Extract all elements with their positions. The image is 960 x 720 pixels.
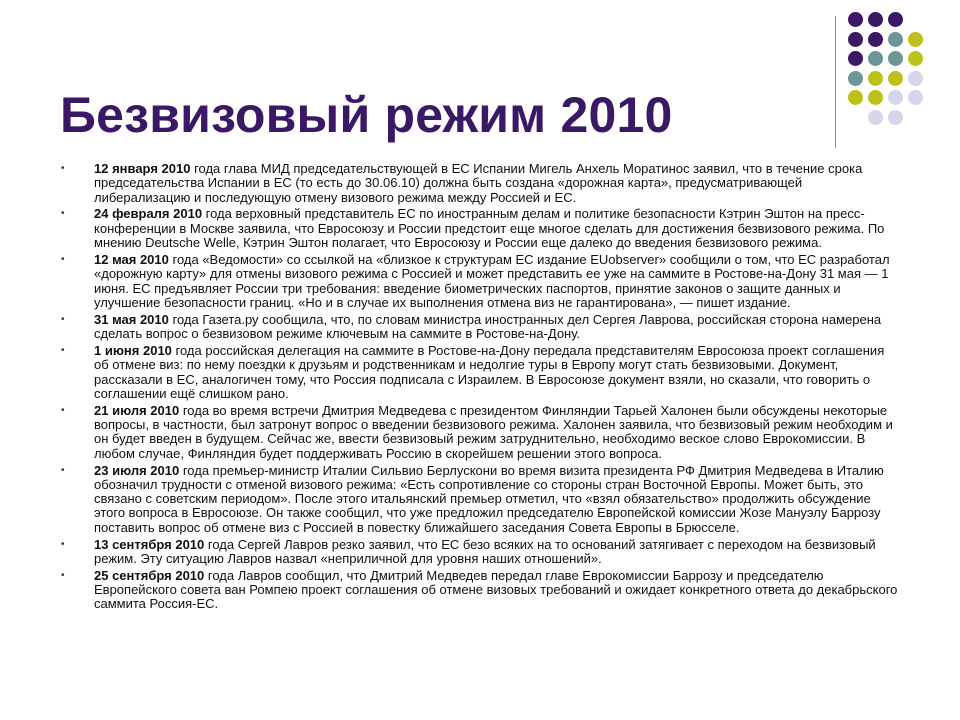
decorative-dot: [848, 71, 863, 86]
decorative-dot: [888, 71, 903, 86]
bullet-icon: •: [61, 464, 65, 476]
timeline-item: [60, 313, 902, 342]
bullet-icon: •: [61, 253, 65, 265]
bullet-icon: •: [61, 404, 65, 416]
bullet-icon: •: [61, 313, 65, 325]
decorative-dot: [848, 12, 863, 27]
item-date: 21 июля 2010: [94, 402, 180, 418]
timeline-item: [60, 464, 902, 535]
timeline-item: [60, 162, 902, 205]
item-date: 23 июля 2010: [94, 462, 180, 478]
decorative-dot: [888, 32, 903, 47]
decorative-dot: [908, 51, 923, 66]
decorative-dot: [888, 51, 903, 66]
item-text: года премьер-министр Италии Сильвио Берлускони во время визита президента РФ Дмитрия Медведева в Италию обозначил трудности с отменой визового режима: «Есть сопротивление со стороны стран Восточной Европы. Может быть, это связано с советским периодом». После этого итальянский премьер отметил, что «взял обязательство» продолжить обсуждение этого вопроса в Евросоюзе. Он также сообщил, что уже предложил председателю Европейской комиссии Жозе Мануэлу Баррозу поставить вопрос об отмене виз с Россией в повестку ближайшего заседания Совета Европы в Брюсселе.: [94, 462, 884, 535]
decorative-dot: [868, 110, 883, 125]
item-date: 24 февраля 2010: [94, 206, 203, 222]
decorative-dot: [888, 110, 903, 125]
item-text: года Газета.ру сообщила, что, по словам министра иностранных дел Сергея Лаврова, российская сторона намерена сделать вопрос о безвизовом режиме ключевым на саммите в Ростове-на-Дону.: [94, 311, 882, 342]
decorative-dot: [888, 12, 903, 27]
timeline-item: [60, 344, 902, 401]
decorative-dot: [888, 90, 903, 105]
timeline-item: [60, 569, 902, 612]
decorative-dot: [848, 51, 863, 66]
decorative-dot: [868, 71, 883, 86]
bullet-icon: •: [61, 344, 65, 356]
decorative-dot: [908, 90, 923, 105]
item-date: 12 мая 2010: [94, 251, 169, 267]
item-date: 13 сентября 2010: [94, 536, 205, 552]
timeline-item: [60, 253, 902, 310]
item-date: 1 июня 2010: [94, 342, 172, 358]
bullet-icon: •: [61, 163, 65, 174]
decorative-dot: [868, 51, 883, 66]
timeline-item: [60, 207, 902, 250]
item-text: года глава МИД председательствующей в ЕС Испании Мигель Анхель Моратинос заявил, что в течение срока председательства Испании в ЕС (то есть до 30.06.10) должна быть создана «дорожная карта», предусматривающей либерализацию и последующую отмену визового режима между Россией и ЕС.: [94, 161, 863, 205]
slide-title: Безвизовый режим 2010: [60, 87, 673, 143]
item-text: года верховный представитель ЕС по иностранным делам и политике безопасности Кэтрин Эштон на пресс-конференции в Москве заявила, что Евросоюзу и России предстоит еще многое сделать для достижения безвизового режима. По мнению Deutsche Welle, Кэтрин Эштон полагает, что Евросоюзу и России еще далеко до введения безвизового режима.: [94, 206, 885, 251]
decorative-divider-line: [835, 16, 836, 148]
timeline-list: [60, 162, 902, 614]
item-text: года «Ведомости» со ссылкой на «близкое к структурам ЕС издание EUobserver» сообщили о том, что ЕС разработал «дорожную карту» для отмены визового режима с Россией и может представить ее уже на саммите в Ростове-на-Дону 31 мая — 1 июня. ЕС предъявляет России три требования: введение биометрических паспортов, принятие законов о защите данных и улучшение безопасности границ. «Но и в случае их выполнения отмена виз не гарантирована», — пишет издание.: [94, 251, 890, 310]
item-text: года Сергей Лавров резко заявил, что ЕС безо всяких на то оснований затягивает с переходом на безвизовый режим. Эту ситуацию Лавров назвал «неприличной для уровня наших отношений».: [94, 536, 876, 566]
item-text: года во время встречи Дмитрия Медведева с президентом Финляндии Тарьей Халонен были обсуждены некоторые вопросы, в частности, был затронут вопрос о введении безвизового режима. Халонен заявила, что безвизовый режим необходим и он будет введен в будущем. Сейчас же, ввести безвизовый режим затруднительно, необходимо веское слово Еврокомиссии. В любом случае, Финляндия будет поддерживать Россию в скорейшем решении этого вопроса.: [94, 402, 893, 461]
decorative-dot: [848, 32, 863, 47]
decorative-dot: [868, 12, 883, 27]
item-text: года российская делегация на саммите в Ростове-на-Дону передала представителям Евросоюза проект соглашения об отмене виз: по нему поездки к друзьям и родственникам и недолгие туры в Европу могут стать безвизовыми. Документ, рассказали в ЕС, аналогичен тому, что Россия подписала с Израилем. В Евросоюзе документ взяли, но сказали, что говорить о соглашении ещё слишком рано.: [94, 342, 885, 401]
timeline-item: [60, 538, 902, 567]
item-date: 31 мая 2010: [94, 311, 169, 327]
decorative-dot: [848, 90, 863, 105]
decorative-dot: [908, 71, 923, 86]
item-date: 12 января 2010: [94, 161, 191, 176]
bullet-icon: •: [61, 208, 65, 220]
item-date: 25 сентября 2010: [94, 567, 205, 583]
decorative-dot: [908, 32, 923, 47]
timeline-item: [60, 404, 902, 461]
bullet-icon: •: [61, 569, 65, 581]
decorative-dot: [868, 32, 883, 47]
bullet-icon: •: [61, 538, 65, 550]
item-text: года Лавров сообщил, что Дмитрий Медведев передал главе Еврокомиссии Баррозу и председателю Европейского совета ван Ромпею проект соглашения об отмене визовых требований и ожидает конкретного ответа до декабрьского саммита Россия-ЕС.: [94, 567, 898, 612]
decorative-dot: [868, 90, 883, 105]
